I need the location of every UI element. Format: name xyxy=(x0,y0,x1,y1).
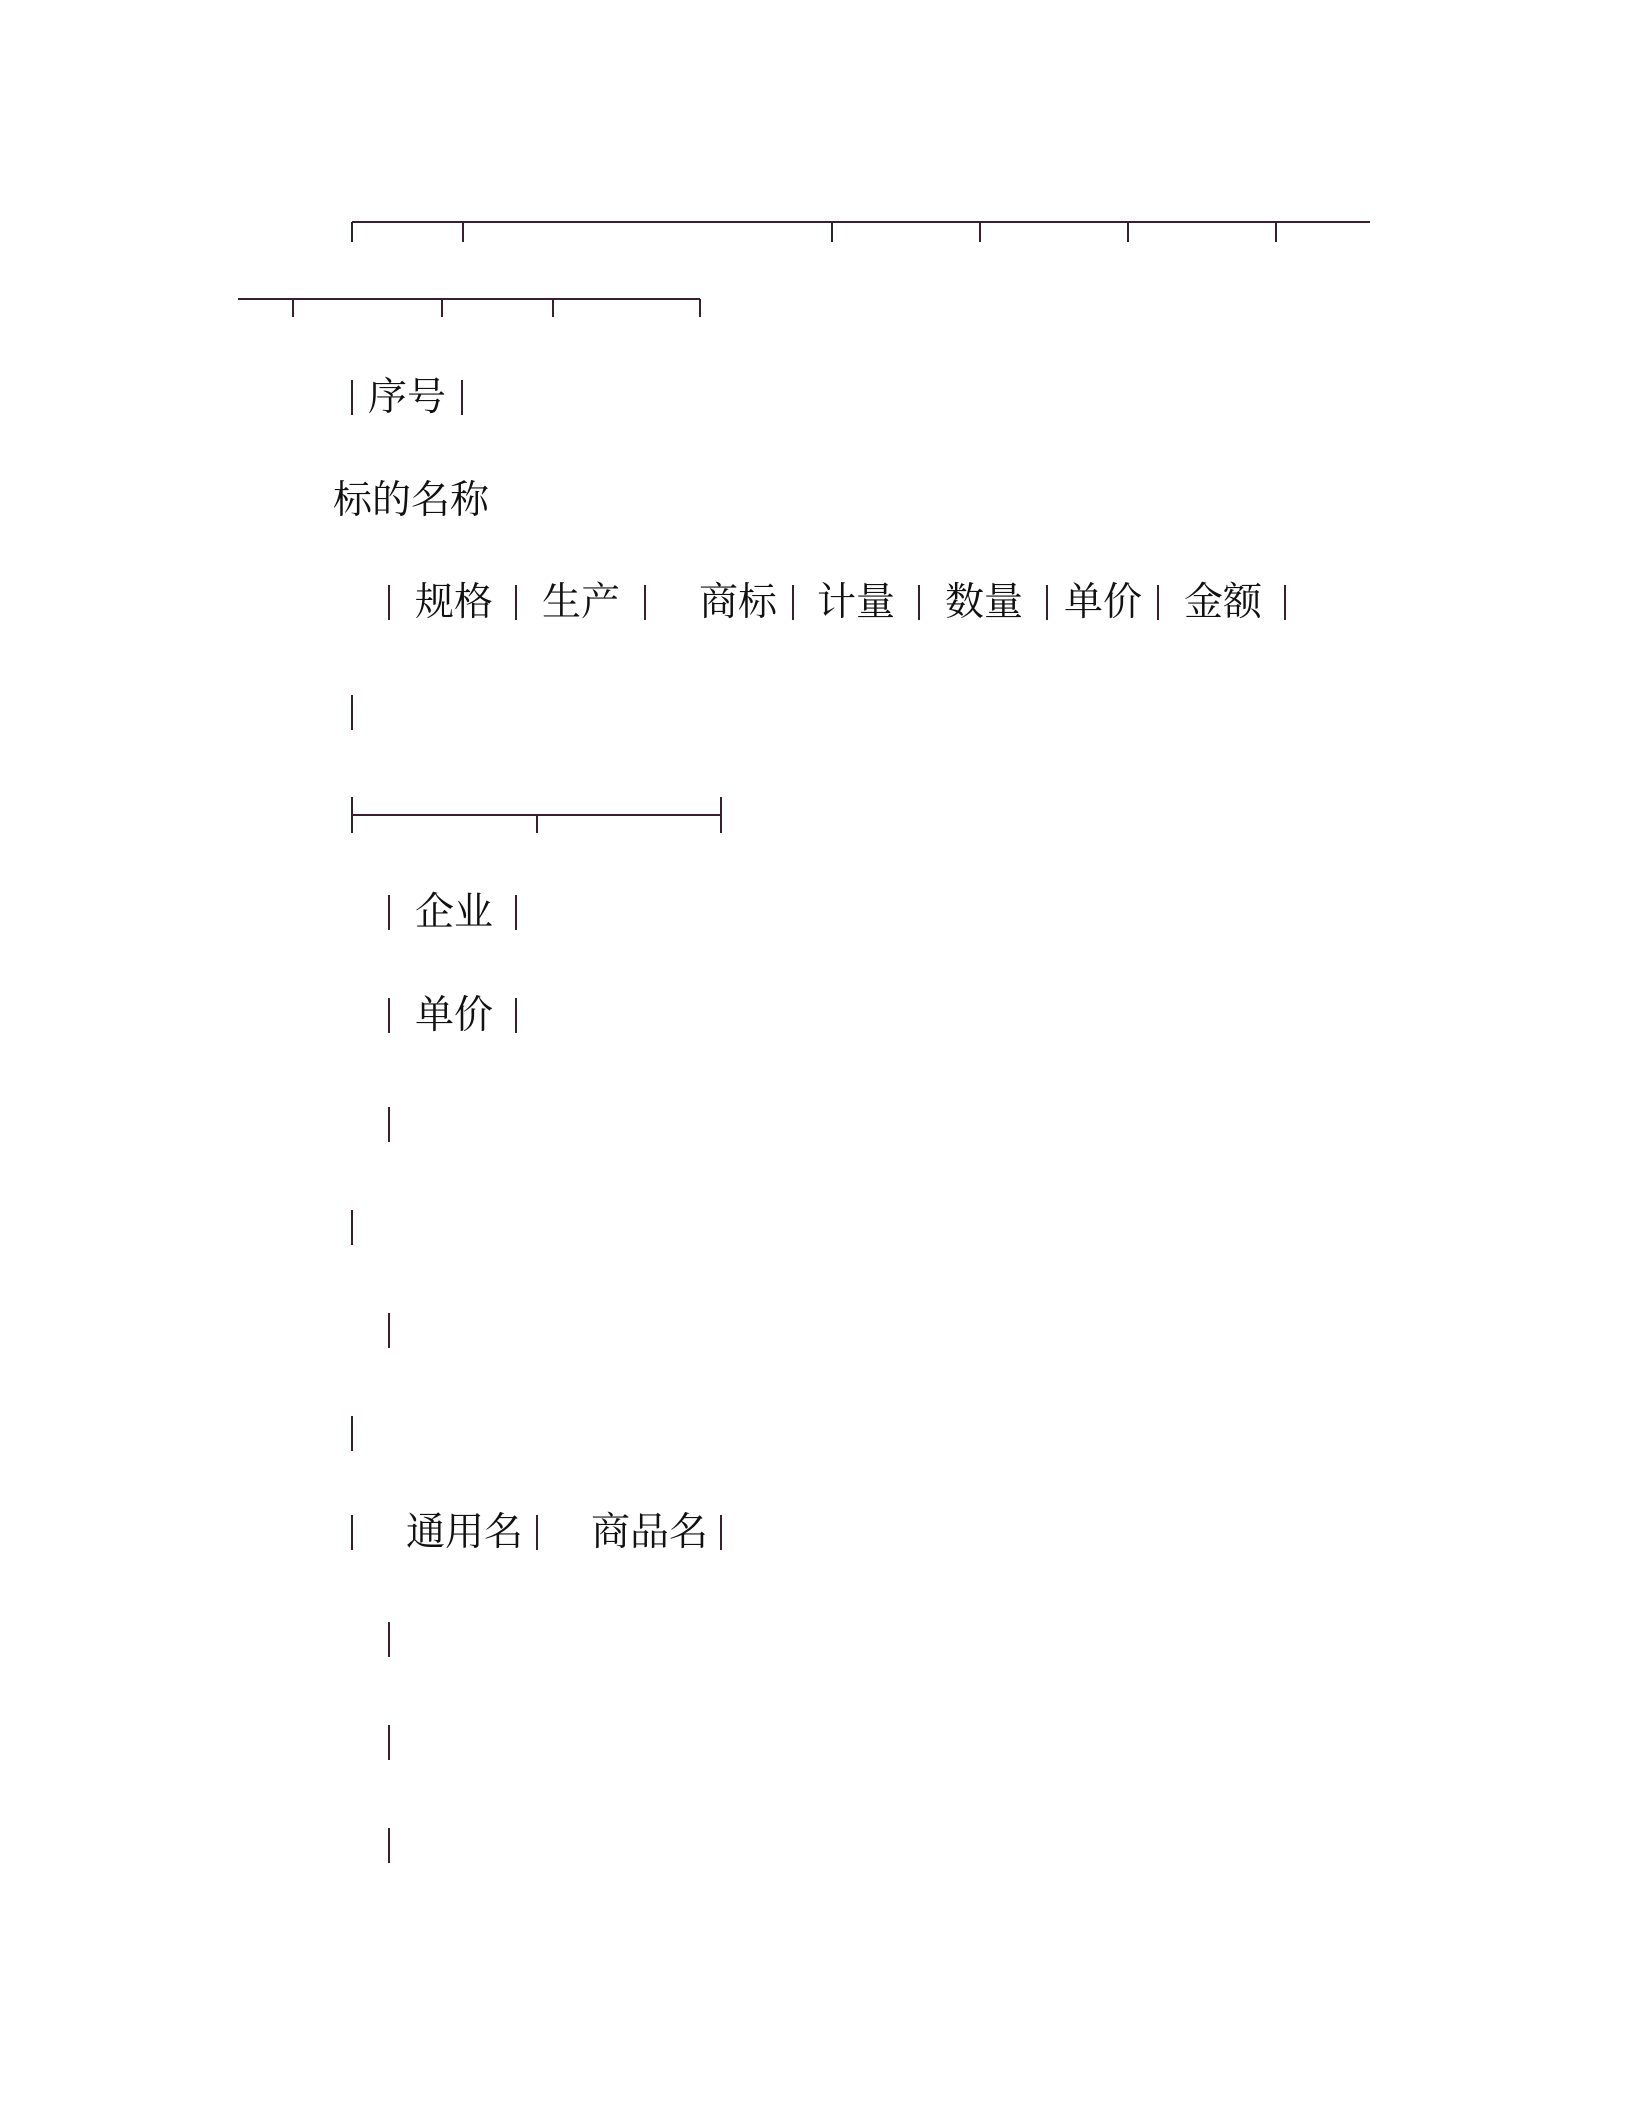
seq-label: 序号 xyxy=(368,375,447,420)
unit-price-label: 单价 xyxy=(1064,580,1143,625)
measure-label: 计量 xyxy=(817,580,896,625)
trademark-label: 商标 xyxy=(699,580,778,625)
generic-name-label: 通用名 xyxy=(406,1510,524,1555)
subject-name-label: 标的名称 xyxy=(333,478,490,523)
unit-label: 单价 xyxy=(415,993,494,1038)
brand-name-label: 商品名 xyxy=(591,1510,709,1555)
amount-label: 金额 xyxy=(1184,580,1263,625)
production-label: 生产 xyxy=(542,580,621,625)
spec-label: 规格 xyxy=(415,580,494,625)
quantity-label: 数量 xyxy=(945,580,1024,625)
enterprise-label: 企业 xyxy=(415,890,494,935)
